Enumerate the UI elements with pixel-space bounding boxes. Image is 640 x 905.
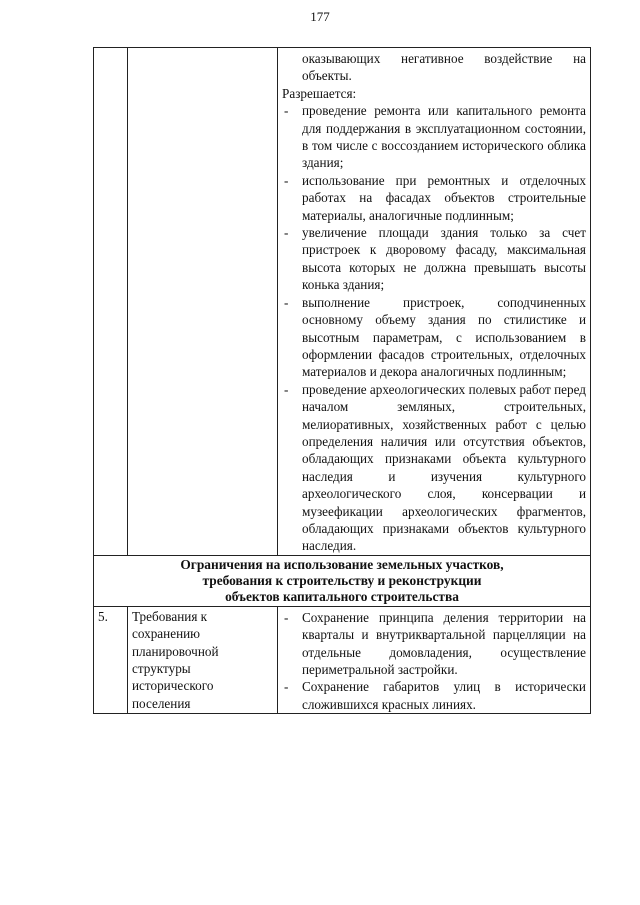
bullet-dash: - xyxy=(284,381,289,397)
list-item: - Сохранение габаритов улиц в исторически сложившихся красных линиях. xyxy=(284,679,586,712)
list-item: - увеличение площади здания только за счет пристроек к дворовому фасаду, максимальная высота которых не должна превышать высоты конька здания; xyxy=(284,225,586,293)
continued-requirement-cell xyxy=(128,48,278,556)
section-header-row xyxy=(94,555,591,606)
list-item: - выполнение пристроек, соподчиненных основному объему здания по стилистике и высотным параметрам, с использованием в оформлении фасадов строительных, отделочных материалов и декора аналогичных подлинным; xyxy=(284,294,586,380)
requirement-title: Требования к сохранению планировочной структуры исторического поселения xyxy=(128,606,278,713)
continued-content-cell xyxy=(278,48,591,556)
row-number: 5. xyxy=(94,606,128,713)
bullet-dash: - xyxy=(284,172,289,188)
bullet-dash: - xyxy=(284,103,289,119)
list-item: - проведение археологических полевых работ перед началом земляных, строительных, мелиоративных, хозяйственных работ с целью определения наличия или отсутствия объектов, обладающих признаками объекта культурного наследия и изучения культурного археологического слоя, консервации и музеефикации археологических фрагментов, обладающих признаками объектов культурного наследия. xyxy=(284,381,586,554)
section-heading: Ограничения на использование земельных участков, требования к строительству и реконструкции объектов капитального строительства xyxy=(94,555,591,606)
allowed-heading: Разрешается: xyxy=(282,85,357,101)
bullet-dash: - xyxy=(284,609,289,625)
page-number: 177 xyxy=(310,9,330,24)
requirement-content xyxy=(278,606,591,713)
bullet-dash: - xyxy=(284,225,289,241)
regulations-table xyxy=(93,47,591,714)
list-item: - использование при ремонтных и отделочных работах на фасадах объектов строительные материалы, аналогичные подлинным; xyxy=(284,172,586,223)
list-item: - проведение ремонта или капитального ремонта для поддержания в эксплуатационном состоянии, в том числе с воссозданием исторического облика здания; xyxy=(284,103,586,171)
bullet-dash: - xyxy=(284,679,289,695)
continued-row xyxy=(94,48,591,556)
continued-lead-text: оказывающих негативное воздействие на объекты. xyxy=(302,51,586,84)
requirement-list xyxy=(282,609,586,713)
allowed-list xyxy=(282,102,586,555)
continued-number-cell xyxy=(94,48,128,556)
list-item: - Сохранение принципа деления территории на кварталы и внутриквартальной парцелляции на отдельные домовладения, осуществление периметральной застройки. xyxy=(284,609,586,677)
bullet-dash: - xyxy=(284,294,289,310)
table-row xyxy=(94,606,591,713)
